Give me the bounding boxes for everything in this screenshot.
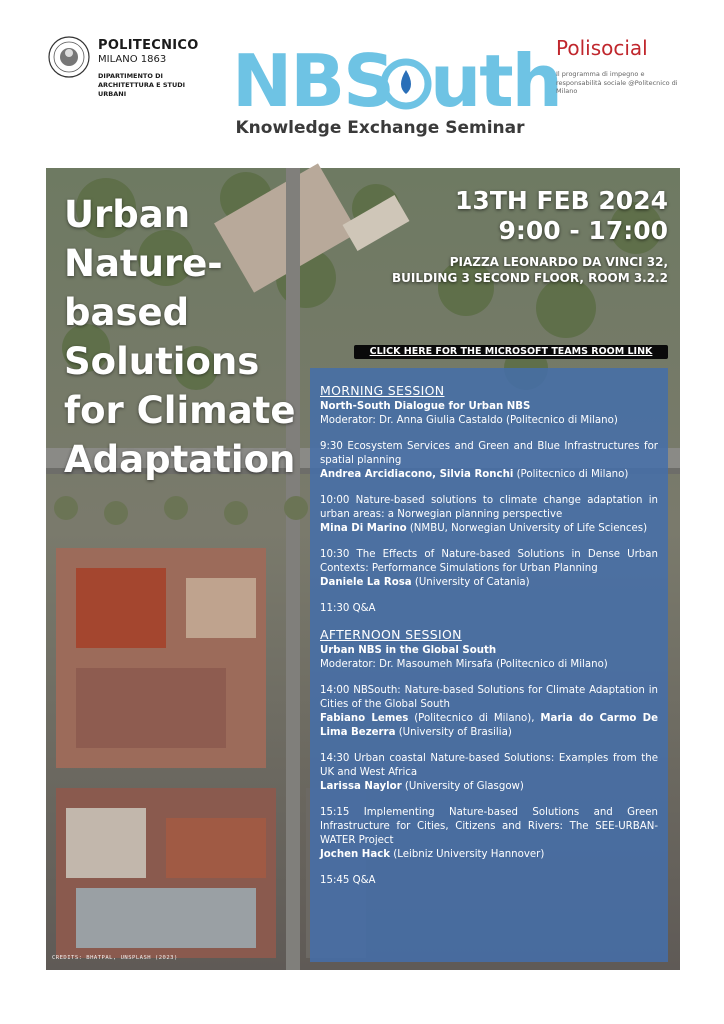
talk-title: 14:30 Urban coastal Nature-based Solutions: Examples from the UK and West Africa [320,753,658,778]
event-time: 9:00 - 17:00 [498,216,668,245]
talk-affiliation: (University of Glasgow) [401,781,524,792]
talk-speaker: Daniele La Rosa [320,577,412,588]
department-name: DIPARTIMENTO DI ARCHITETTURA E STUDI URBANI [98,72,186,98]
teams-room-link[interactable]: CLICK HERE FOR THE MICROSOFT TEAMS ROOM LINK [354,345,668,359]
program-panel [310,368,668,962]
talk-title: 14:00 NBSouth: Nature-based Solutions for Climate Adaptation in Cities of the Global South [320,685,658,710]
politecnico-city: MILANO 1863 [98,54,167,65]
talk-title: 10:00 Nature-based solutions to climate change adaptation in urban areas: a Norwegian planning perspective [320,495,658,520]
politecnico-seal-icon [48,36,90,78]
morning-moderator: Moderator: Dr. Anna Giulia Castaldo (Politecnico di Milano) [320,415,618,426]
morning-session-heading: MORNING SESSION [320,383,445,398]
morning-panel-info [320,400,658,428]
event-date-time [455,186,668,246]
morning-panel-title: North-South Dialogue for Urban NBS [320,401,531,412]
talk-speaker-2: Maria do Carmo De Lima Bezerra [320,713,658,738]
afternoon-panel-title: Urban NBS in the Global South [320,645,497,656]
talk-title: 9:30 Ecosystem Services and Green and Blue Infrastructures for spatial planning [320,441,658,466]
talk-affiliation: (NMBU, Norwegian University of Life Sciences) [406,523,648,534]
talk-affiliation: (Politecnico di Milano) [513,469,629,480]
nbsouth-logo [232,39,561,123]
talk-title: 10:30 The Effects of Nature-based Solutions in Dense Urban Contexts: Performance Simulations for Urban Planning [320,549,658,574]
politecnico-name: POLITECNICO [98,38,199,53]
agenda-item [320,752,658,794]
morning-qa: 11:30 Q&A [320,603,376,614]
talk-affiliation: (Politecnico di Milano), [408,713,541,724]
agenda-item [320,684,658,740]
photo-credits: CREDITS: BHATPAL, UNSPLASH (2023) [52,955,178,961]
venue-line-2: BUILDING 3 SECOND FLOOR, ROOM 3.2.2 [392,271,668,285]
talk-affiliation: (University of Catania) [411,577,530,588]
event-venue [392,254,668,286]
talk-affiliation-2: (University of Brasilia) [395,727,512,738]
talk-speaker: Larissa Naylor [320,781,402,792]
event-title: Urban Nature-based Solutions for Climate Adaptation [64,193,296,481]
polisocial-logo: Polisocial [556,36,648,60]
talk-affiliation: (Leibniz University Hannover) [390,849,545,860]
venue-line-1: PIAZZA LEONARDO DA VINCI 32, [449,255,668,269]
polisocial-tagline: Il programma di impegno e responsabilità sociale @Politecnico di Milano [556,70,678,95]
afternoon-moderator: Moderator: Dr. Masoumeh Mirsafa (Politecnico di Milano) [320,659,608,670]
event-date: 13TH FEB 2024 [455,186,668,215]
agenda-item [320,806,658,862]
seminar-title: Knowledge Exchange Seminar [235,118,525,138]
afternoon-qa: 15:45 Q&A [320,875,376,886]
afternoon-session-heading: AFTERNOON SESSION [320,627,462,642]
talk-speaker: Fabiano Lemes [320,713,409,724]
svg-text:uth: uth [430,39,561,123]
agenda-item [320,440,658,482]
agenda-item [320,548,658,590]
afternoon-panel-info [320,644,658,672]
talk-speaker: Mina Di Marino [320,523,407,534]
talk-speaker: Andrea Arcidiacono, Silvia Ronchi [320,469,514,480]
talk-title: 15:15 Implementing Nature-based Solutions and Green Infrastructure for Cities, Citizens and Rivers: The SEE-URBAN-WATER Project [320,807,658,846]
svg-text:NBS: NBS [232,39,393,123]
talk-speaker: Jochen Hack [320,849,391,860]
agenda-item [320,494,658,536]
